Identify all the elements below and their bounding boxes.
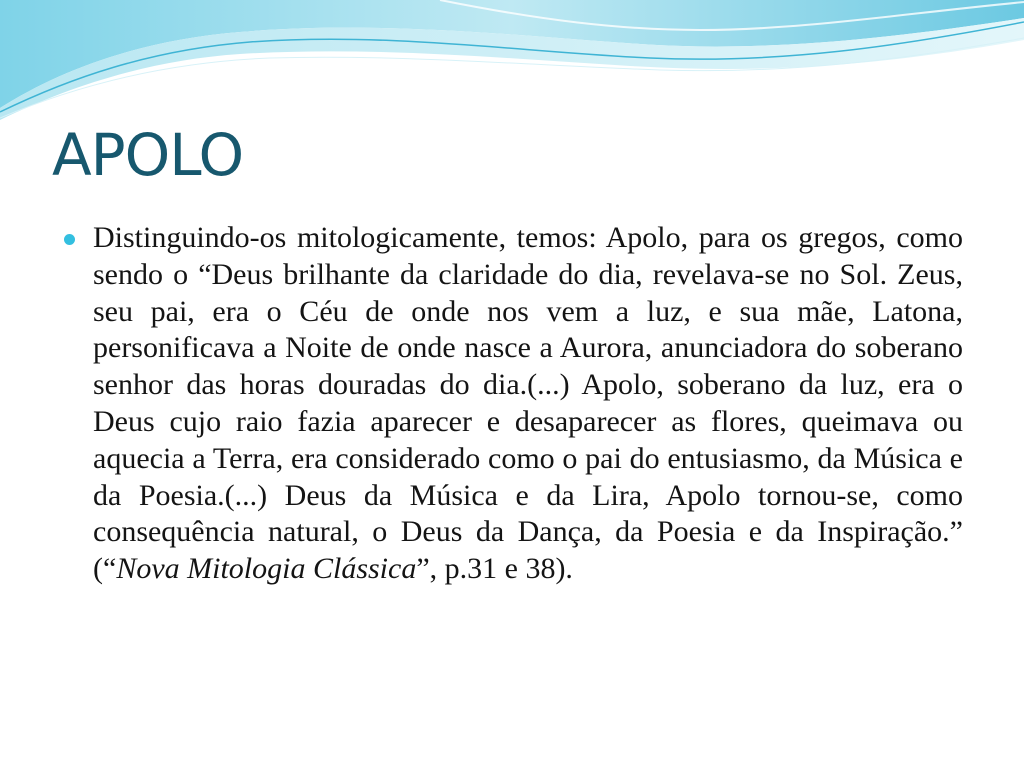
bullet-list	[62, 220, 963, 588]
bullet-text-main: Distinguindo-os mitologicamente, temos: Apolo, para os gregos, como sendo o “Deus brilhante da claridade do dia, revelava-se no Sol. Zeus, seu pai, era o Céu de onde nos vem a luz, e sua mãe, Latona, personificava a Noite de onde nasce a Aurora, anunciadora do soberano senhor das horas douradas do dia.(...) Apolo, soberano da luz, era o Deus cujo raio fazia aparecer e desaparecer as flores, queimava ou aquecia a Terra, era considerado como o pai do entusiasmo, da Música e da Poesia.(...) Deus da Música e da Lira, Apolo tornou-se, como consequência natural, o Deus da Dança, da Poesia e da Inspiração.” (“	[93, 221, 963, 586]
bullet-dot-icon	[64, 234, 75, 245]
header-wave-decoration	[0, 0, 1024, 130]
slide-title: APOLO	[52, 121, 244, 189]
bullet-text-citation: ”, p.31 e 38).	[416, 552, 573, 586]
bullet-text	[93, 220, 963, 588]
book-title: Nova Mitologia Clássica	[116, 552, 417, 586]
